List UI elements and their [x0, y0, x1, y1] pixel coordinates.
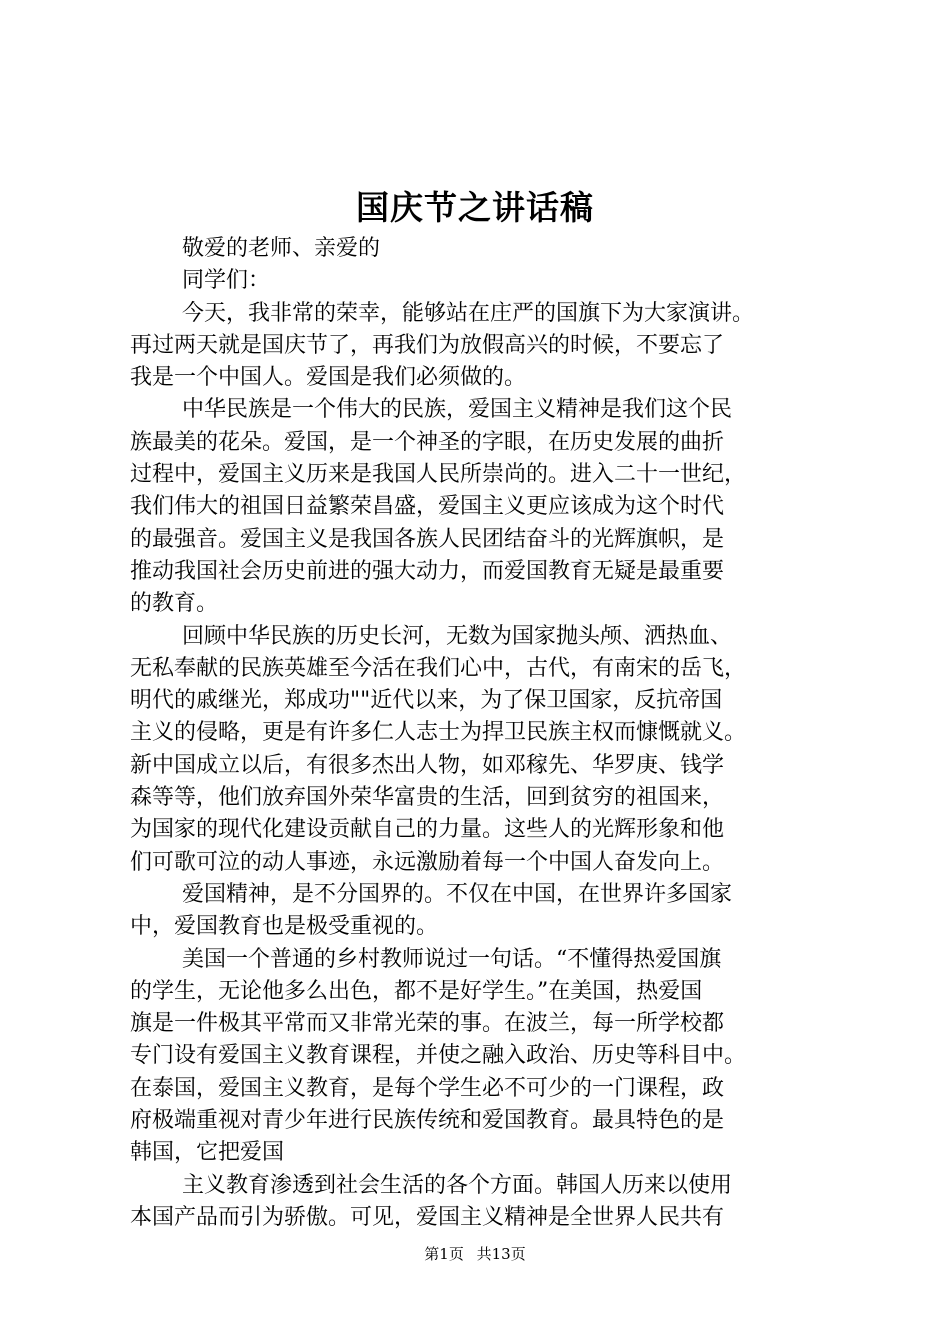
text-line: 为国家的现代化建设贡献自己的力量。这些人的光辉形象和他	[130, 817, 725, 843]
text-line: 族最美的花朵。爱国，是一个神圣的字眼，在历史发展的曲折	[130, 429, 725, 455]
page-footer	[0, 1243, 950, 1265]
text-line: 美国一个普通的乡村教师说过一句话。“不懂得热爱国旗	[182, 946, 722, 972]
text-line: 中华民族是一个伟大的民族，爱国主义精神是我们这个民	[182, 397, 733, 423]
text-line: 我是一个中国人。爱国是我们必须做的。	[130, 365, 527, 391]
text-line: 再过两天就是国庆节了，再我们为放假高兴的时候，不要忘了	[130, 332, 725, 358]
text-line: 旗是一件极其平常而又非常光荣的事。在波兰，每一所学校都	[130, 1011, 725, 1037]
text-line: 本国产品而引为骄傲。可见，爱国主义精神是全世界人民共有	[130, 1204, 725, 1230]
document-title: 国庆节之讲话稿	[356, 188, 594, 227]
text-line: 回顾中华民族的历史长河，无数为国家抛头颅、洒热血、	[182, 623, 733, 649]
text-line: 爱国精神，是不分国界的。不仅在中国，在世界许多国家	[182, 881, 733, 907]
text-line: 明代的戚继光，郑成功""近代以来，为了保卫国家，反抗帝国	[130, 688, 723, 714]
text-line: 今天，我非常的荣幸，能够站在庄严的国旗下为大家演讲。	[182, 300, 755, 326]
text-line: 中，爱国教育也是极受重视的。	[130, 914, 439, 940]
text-line: 新中国成立以后，有很多杰出人物，如邓稼先、华罗庚、钱学	[130, 752, 725, 778]
text-line: 无私奉献的民族英雄至今活在我们心中，古代，有南宋的岳飞，	[130, 655, 747, 681]
text-line: 的最强音。爱国主义是我国各族人民团结奋斗的光辉旗帜，是	[130, 526, 725, 552]
text-line: 的学生，无论他多么出色，都不是好学生。”在美国，热爱国	[130, 978, 703, 1004]
text-line: 专门设有爱国主义教育课程，并使之融入政治、历史等科目中。	[130, 1043, 747, 1069]
text-line: 我们伟大的祖国日益繁荣昌盛，爱国主义更应该成为这个时代	[130, 494, 725, 520]
text-line: 的教育。	[130, 591, 219, 617]
text-line: 过程中，爱国主义历来是我国人民所崇尚的。进入二十一世纪，	[130, 462, 747, 488]
text-line: 敬爱的老师、亲爱的	[182, 236, 381, 261]
text-line: 韩国，它把爱国	[130, 1140, 285, 1166]
text-line: 主义教育渗透到社会生活的各个方面。韩国人历来以使用	[182, 1172, 733, 1198]
document-body	[130, 233, 832, 1234]
text-line: 在泰国，爱国主义教育，是每个学生必不可少的一门课程，政	[130, 1075, 725, 1101]
text-line: 府极端重视对青少年进行民族传统和爱国教育。最具特色的是	[130, 1108, 725, 1134]
text-line: 森等等，他们放弃国外荣华富贵的生活，回到贫穷的祖国来，	[130, 785, 725, 811]
text-line: 推动我国社会历史前进的强大动力，而爱国教育无疑是最重要	[130, 558, 725, 584]
text-line: 们可歌可泣的动人事迹，永远激励着每一个中国人奋发向上。	[130, 849, 725, 875]
page-number: 第1页	[424, 1245, 464, 1263]
page-total: 共13页	[476, 1245, 526, 1263]
text-line: 同学们：	[182, 268, 271, 294]
text-line: 主义的侵略，更是有许多仁人志士为捍卫民族主权而慷慨就义。	[130, 720, 747, 746]
